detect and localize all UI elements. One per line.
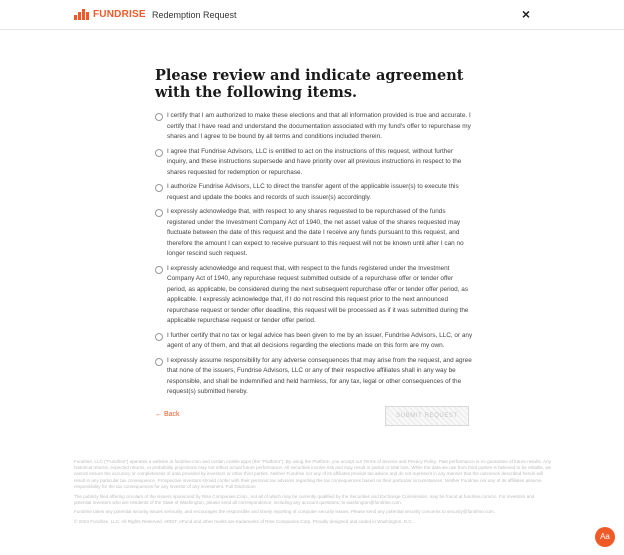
agreement-checkbox[interactable] [155, 266, 163, 274]
agreement-text: I further certify that no tax or legal advice has been given to me by an issuer, Fundrise Advisors, LLC, or any agent of any of them, and that all decisions regarding the elections made on this form are my own. [167, 331, 473, 349]
agreement-checkbox[interactable] [155, 113, 163, 121]
footer-copyright: © 2024 Fundrise, LLC. All Rights Reserved. eREIT, eFund and other marks are trademarks of Rise Companies Corp. Proudly designed and coded in Washington, D.C. [74, 519, 413, 525]
fundrise-logo-icon [74, 9, 90, 20]
top-bar [0, 0, 624, 30]
footer-disclosures [74, 459, 552, 529]
agreement-item-5 [155, 264, 473, 327]
agreement-item-4 [155, 207, 473, 260]
page-label: Redemption Request [152, 10, 237, 20]
submit-request-button[interactable]: SUBMIT REQUEST [385, 406, 469, 426]
agreement-text: I agree that Fundrise Advisors, LLC is entitled to act on the instructions of this request, without further inquiry, and these instructions supersede and have priority over all previous instructions in respect to the shares requested for redemption or repurchase. [167, 147, 462, 176]
agreement-item-6 [155, 331, 473, 352]
agreement-text: I expressly acknowledge and request that, with respect to the funds registered under the Investment Company Act of 1940, any repurchase request submitted outside of a repurchase offer or tender offer period, as applicable, be considered during the next subsequent repurchase offer or tender offer period, as applicable. I expressly acknowledge that, if I do not rescind this request prior to the next announced repurchase request or tender offer deadline, this request will be processed as if it was submitted during the applicable repurchase request or tender offer period. [167, 264, 469, 324]
back-link[interactable]: ← Back [155, 411, 180, 418]
agreement-item-7 [155, 356, 473, 398]
close-icon[interactable]: × [521, 6, 531, 22]
agreement-item-1 [155, 111, 473, 143]
fundrise-logo[interactable] [74, 9, 146, 20]
page-title: Please review and indicate agreement with the following items. [155, 67, 464, 101]
footer-disclosure-text: Fundrise, LLC ("Fundrise") operates a website at fundrise.com and certain mobile apps (the "Platform"). By using the Platform, you accept our Terms of Service and Privacy Policy. Past performance is no guarantee of future results. Any historical returns, expected returns, or probability projections may not reflect actual future performance. All securities involve risk and may result in partial or total loss. While the data we use from third parties is believed to be reliable, we cannot ensure the accuracy or completeness of data provided by investors or other third parties. Neither Fundrise nor any of its affiliates provide tax advice and do not represent in any manner that the outcomes described herein will result in any particular tax consequence. Prospective investors should confer with their personal tax advisors regarding the tax consequences based on their particular circumstances. Neither Fundrise nor any of its affiliates assume responsibility for the tax consequences for any investor of any investment. Full Disclosure [74, 459, 552, 489]
agreement-checkbox[interactable] [155, 184, 163, 192]
agreement-checkbox[interactable] [155, 209, 163, 217]
agreement-checkbox[interactable] [155, 149, 163, 157]
agreement-checkbox[interactable] [155, 358, 163, 366]
agreement-text: I authorize Fundrise Advisors, LLC to direct the transfer agent of the applicable issuer(s) to execute this request and update the books and records of such issuer(s) accordingly. [167, 183, 459, 201]
accessibility-aa-icon[interactable]: Aa [595, 527, 615, 547]
footer-disclosure-text: Fundrise takes any potential security issues seriously, and encourages the responsible and timely reporting of computer security issues. Please send any potential security concerns to security@fundrise.com. [74, 509, 496, 515]
agreement-text: I expressly acknowledge that, with respect to any shares requested to be repurchased of the funds registered under the Investment Company Act of 1940, the net asset value of the shares requested may fluctuate between the date of this request and the date I receive any funds pursuant to this request, and therefore the amount I can expect to receive pursuant to this request will not be known until after I can no longer rescind such request. [167, 208, 464, 257]
agreement-list [155, 111, 473, 402]
footer-disclosure-text: The publicly filed offering circulars of the issuers sponsored by Rise Companies Corp., not all of which may be currently qualified by the Securities and Exchange Commission, may be found at fundrise.com/oc. For investors and potential investors who are residents of the State of Washington, please send all correspondence, including any account questions, to washington@fundrise.com. [74, 493, 535, 505]
agreement-text: I expressly assume responsibility for any adverse consequences that may arise from the request, and agree that none of the issuers, Fundrise Advisors, LLC or any of their respective affiliates shall in any way be responsible, and shall be indemnified and held harmless, for any tax, legal or other consequences of the request(s) submitted hereby. [167, 356, 472, 395]
agreement-checkbox[interactable] [155, 333, 163, 341]
agreement-text: I certify that I am authorized to make these elections and that all information provided is true and accurate. I certify that I have read and understand the documentation associated with my fund's offer to repurchase my shares and I agree to be bound by all terms and conditions included therein. [167, 112, 471, 140]
agreement-item-3 [155, 182, 473, 203]
brand-name: FUNDRISE [93, 9, 146, 20]
agreement-item-2 [155, 147, 473, 179]
